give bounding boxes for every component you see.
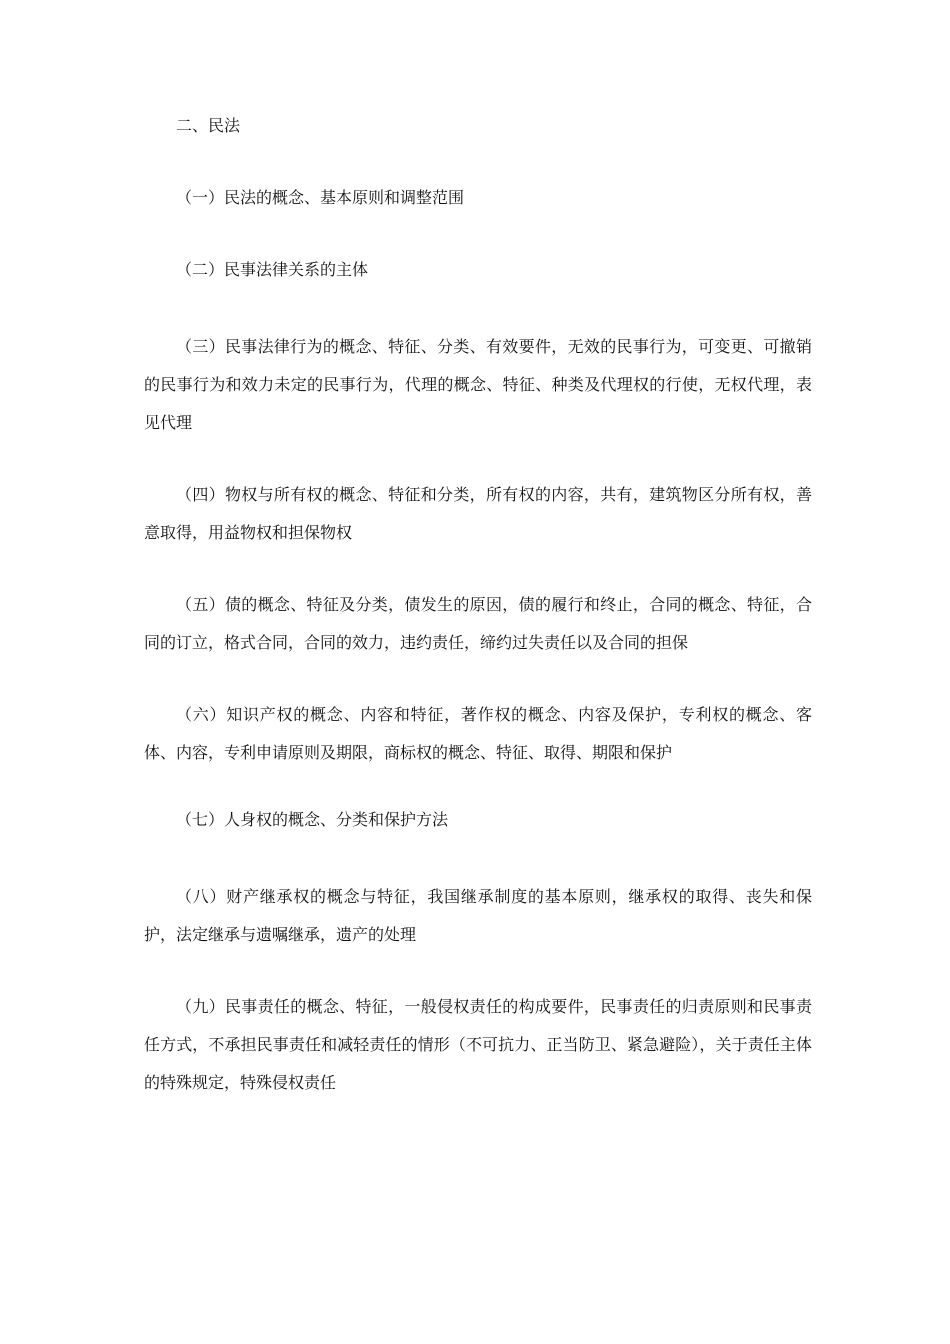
item-9: （九）民事责任的概念、特征，一般侵权责任的构成要件，民事责任的归责原则和民事责任方式，不承担民事责任和减轻责任的情形（不可抗力、正当防卫、紧急避险），关于责任主体的特殊规定，特殊侵权责任 [144, 997, 812, 1092]
item-6: （六）知识产权的概念、内容和特征，著作权的概念、内容及保护，专利权的概念、客体、内容，专利申请原则及期限，商标权的概念、特征、取得、期限和保护 [144, 705, 812, 762]
item-3: （三）民事法律行为的概念、特征、分类、有效要件，无效的民事行为，可变更、可撤销的民事行为和效力未定的民事行为，代理的概念、特征、种类及代理权的行使，无权代理，表见代理 [144, 337, 812, 432]
document-page [144, 112, 812, 1136]
item-7: （七）人身权的概念、分类和保护方法 [176, 810, 449, 829]
item-1: （一）民法的概念、基本原则和调整范围 [176, 188, 465, 207]
section-title: 二、民法 [176, 116, 241, 135]
item-2: （二）民事法律关系的主体 [176, 260, 369, 279]
item-8: （八）财产继承权的概念与特征，我国继承制度的基本原则，继承权的取得、丧失和保护，法定继承与遗嘱继承，遗产的处理 [144, 887, 812, 944]
item-5: （五）债的概念、特征及分类，债发生的原因，债的履行和终止，合同的概念、特征，合同的订立，格式合同，合同的效力，违约责任，缔约过失责任以及合同的担保 [144, 595, 812, 652]
item-4: （四）物权与所有权的概念、特征和分类，所有权的内容，共有，建筑物区分所有权，善意取得，用益物权和担保物权 [144, 485, 812, 542]
